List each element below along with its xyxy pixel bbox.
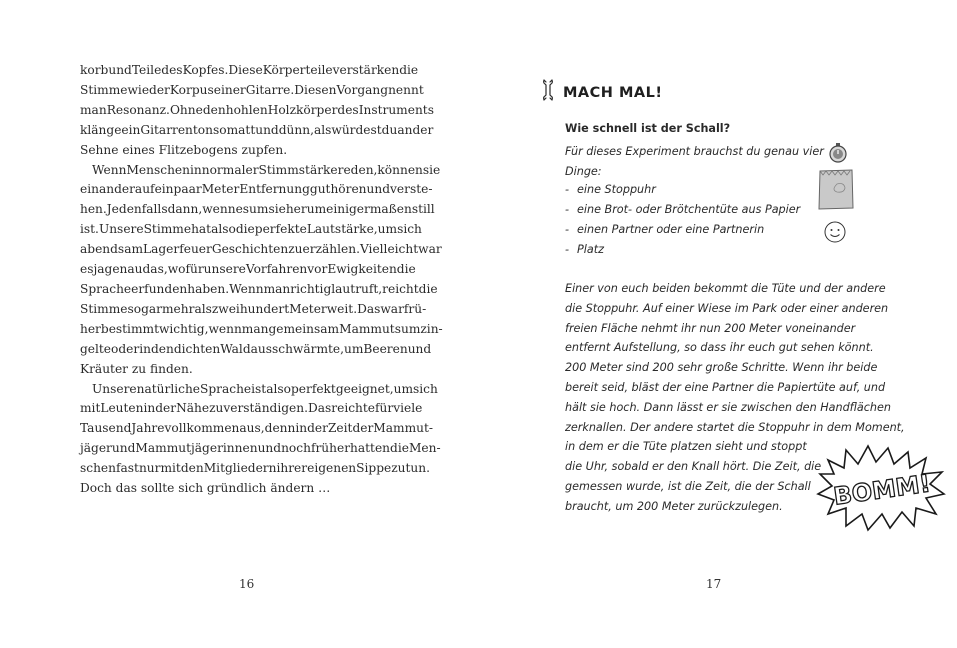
stopwatch-icon [829,143,847,168]
text-line: hen. Jedenfalls dann, wenn es um sie herum einigermaßen still [80,202,435,217]
paragraph-line: 200 Meter sind 200 sehr große Schritte. Wenn ihr beide [565,361,878,375]
text-line: Tausend Jahre vollkommen aus, denn in der Zeit der Mammut- [80,421,434,436]
text-line: ist. Unsere Stimme hat also die perfekte Lautstärke, um sich [80,222,422,237]
text-line: Kräuter zu finden. [80,361,193,376]
text-line: jäger und Mammutjägerinnen und noch früher hatten die Men- [80,441,441,456]
page-number-right: 17 [706,577,722,591]
paragraph-line: zerknallen. Der andere startet die Stoppuhr in dem Moment, [565,420,905,434]
list-item: - eine Brot- oder Brötchentüte aus Papier [565,203,801,216]
text-line: Sehne eines Flitzebogens zupfen. [80,142,288,157]
heading-title: MACH MAL! [563,84,663,101]
text-line: Wenn Menschen in normaler Stimmstärke reden, können sie [92,162,441,177]
paragraph-line: freien Fläche nehmt ihr nun 200 Meter voneinander [565,321,856,335]
paragraph-line: bereit seid, bläst der eine Partner die Papiertüte auf, und [565,380,886,394]
paragraph-line: Einer von euch beiden bekommt die Tüte und der andere [565,282,886,295]
paragraph-line: die Uhr, sobald er den Knall hört. Die Zeit, die [565,460,822,474]
experiment-question: Wie schnell ist der Schall? [565,122,731,135]
text-line: Stimme sogar mehr als zweihundert Meter weit. Das war frü- [80,301,427,316]
paragraph-line: die Stoppuhr. Auf einer Wiese im Park oder einer anderen [565,301,889,315]
intro-line: Dinge: [565,165,602,178]
paragraph-line: braucht, um 200 Meter zurückzulegen. [565,499,783,513]
paragraph-line: entfernt Aufstellung, so dass ihr euch gut sehen könnt. [565,341,874,355]
list-item: - einen Partner oder eine Partnerin [565,223,765,236]
text-line: Unsere natürliche Sprache ist also perfekt geeignet, um sich [92,381,438,396]
paper-bag-icon [817,168,855,215]
text-line: Stimme wie der Korpus einer Gitarre. Diesen Vorgang nennt [80,82,424,97]
left-body-text [80,61,443,499]
wrench-icon [542,78,554,107]
list-item: - Platz [565,243,604,256]
text-line: Doch das sollte sich gründlich ändern … [80,481,331,496]
text-line: abends am Lagerfeuer Geschichten zu erzählen. Vielleicht war [80,242,442,257]
text-line: einander auf ein paar Meter Entfernung gut hören und verste- [80,182,433,197]
paragraph-line: in dem er die Tüte platzen sieht und stoppt [565,440,807,454]
text-line: man Resonanz. Ohne den hohlen Holzkörper des Instruments [80,102,434,117]
text-line: gelte oder in den dichten Wald ausschwärmte, um Beeren und [80,341,432,356]
list-item: - eine Stoppuhr [565,183,656,196]
intro-line: Für dieses Experiment brauchst du genau vier [565,145,824,158]
left-page [0,0,478,648]
text-line: es ja genau das, wofür unsere Vorfahren vor Ewigkeiten die [80,262,416,277]
text-line: Sprache erfunden haben. Wenn man richtig laut ruft, reicht die [80,281,438,296]
paragraph-line: gemessen wurde, ist die Zeit, die der Schall [565,479,811,493]
text-line: mit Leuten in der Nähe zu verständigen. Das reichte für viele [80,401,423,416]
paragraph-line: hält sie hoch. Dann lässt er sie zwischen den Handflächen [565,400,891,414]
page-number-left: 16 [239,577,255,591]
mach-mal-heading [542,78,662,107]
text-line: klänge ein Gitarrenton so matt und dünn, als würdest du an der [80,122,434,137]
bomm-burst-icon [816,442,946,537]
text-line: korb und Teile des Kopfes. Diese Körperteile verstärken die [80,63,419,77]
materials-list [565,180,800,260]
bomm-text: BOMM! [831,469,933,511]
smiley-icon [823,220,847,249]
intro-text [565,142,825,182]
text-line: her bestimmt wichtig, wenn man gemeinsam Mammuts umzin- [80,321,443,336]
text-line: schen fast nur mit den Mitgliedern ihrer eigenen Sippe zu tun. [80,461,430,476]
